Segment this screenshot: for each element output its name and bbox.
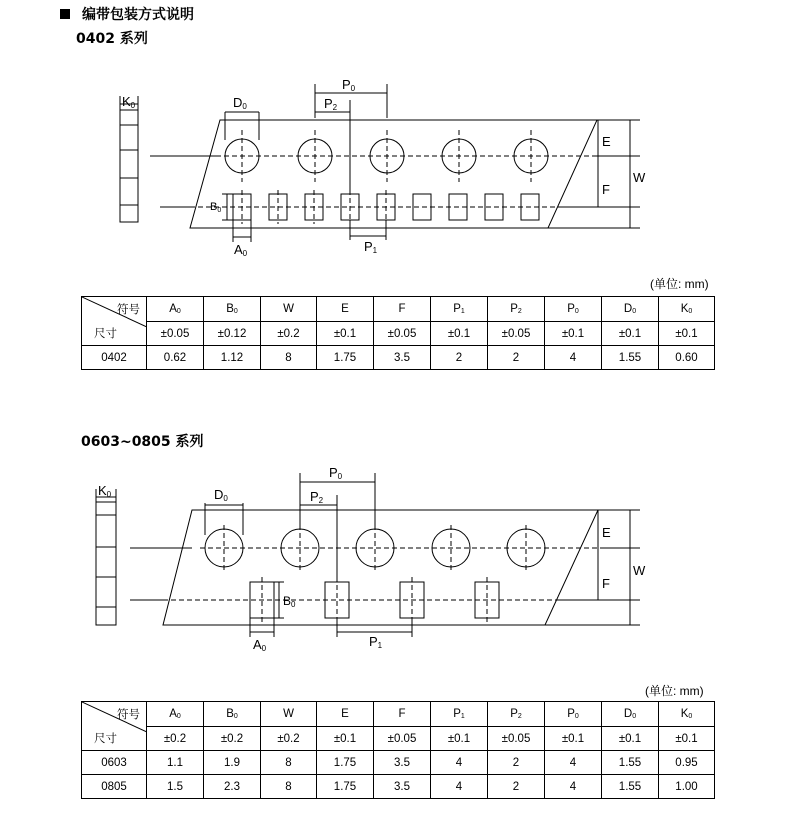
tolerance-row: ±0.2 ±0.2 ±0.2 ±0.1 ±0.05 ±0.1 ±0.05 ±0.1 ±0.1 ±0.1	[82, 727, 715, 751]
col-header-p0: $P_0$	[545, 297, 602, 322]
page-heading	[60, 4, 194, 24]
col-header-a0: $A_0$	[147, 297, 204, 322]
svg-text:B0: B0	[283, 594, 296, 609]
col-header-p1: $P_1$	[431, 297, 488, 322]
svg-text:D0: D0	[214, 487, 228, 503]
svg-text:P2: P2	[310, 489, 324, 505]
col-header-b0: $B_0$	[204, 297, 261, 322]
svg-text:W: W	[633, 563, 646, 578]
svg-text:W: W	[633, 170, 646, 185]
svg-text:B0: B0	[210, 201, 222, 214]
table-row: 0603 1.1 1.9 8 1.75 3.5 4 2 4 1.55 0.95	[82, 751, 715, 775]
col-header-f: F	[374, 702, 431, 727]
table-row: 0805 1.5 2.3 8 1.75 3.5 4 2 4 1.55 1.00	[82, 775, 715, 799]
tape-body	[163, 510, 598, 625]
col-header-d0: $D_0$	[602, 297, 659, 322]
col-header-k0: $K_0$	[659, 702, 715, 727]
svg-text:P0: P0	[329, 465, 343, 481]
col-header-p2: $P_2$	[488, 702, 545, 727]
col-header-w: W	[261, 297, 317, 322]
svg-text:E: E	[602, 134, 611, 149]
tape-diagram-0402	[0, 60, 790, 270]
square-bullet-icon	[60, 9, 70, 19]
svg-text:K0: K0	[122, 94, 136, 110]
svg-text:E: E	[602, 525, 611, 540]
col-header-w: W	[261, 702, 317, 727]
tolerance-row: ±0.05 ±0.12 ±0.2 ±0.1 ±0.05 ±0.1 ±0.05 ±0.1 ±0.1 ±0.1	[82, 322, 715, 346]
col-header-k0: $K_0$	[659, 297, 715, 322]
page-title: 编带包装方式说明	[82, 7, 194, 23]
spec-table-0603-0805	[81, 701, 715, 799]
svg-text:F: F	[602, 182, 610, 197]
unit-label: (单位: mm)	[650, 277, 709, 291]
section1-title: 0402 系列	[76, 31, 148, 47]
table-corner-cell: 符号 尺寸	[82, 702, 147, 751]
table-row: 0402 0.62 1.12 8 1.75 3.5 2 2 4 1.55 0.60	[82, 346, 715, 370]
svg-text:A0: A0	[253, 637, 267, 653]
col-header-a0: $A_0$	[147, 702, 204, 727]
tape-diagram-0603-0805	[0, 455, 790, 660]
svg-text:P0: P0	[342, 77, 356, 93]
col-header-e: E	[317, 702, 374, 727]
col-header-p1: $P_1$	[431, 702, 488, 727]
col-header-p0: $P_0$	[545, 702, 602, 727]
col-header-p2: $P_2$	[488, 297, 545, 322]
col-header-d0: $D_0$	[602, 702, 659, 727]
svg-text:A0: A0	[234, 242, 248, 258]
col-header-f: F	[374, 297, 431, 322]
svg-text:K0: K0	[98, 483, 112, 499]
svg-text:P2: P2	[324, 96, 338, 112]
svg-text:D0: D0	[233, 95, 247, 111]
unit-label: (单位: mm)	[645, 684, 704, 698]
table-corner-cell: 符号 尺寸	[82, 297, 147, 346]
svg-text:P1: P1	[369, 634, 383, 650]
col-header-e: E	[317, 297, 374, 322]
spec-table-0402	[81, 296, 715, 370]
section2-title: 0603~0805 系列	[81, 434, 204, 450]
col-header-b0: $B_0$	[204, 702, 261, 727]
svg-text:F: F	[602, 576, 610, 591]
svg-text:P1: P1	[364, 239, 378, 255]
